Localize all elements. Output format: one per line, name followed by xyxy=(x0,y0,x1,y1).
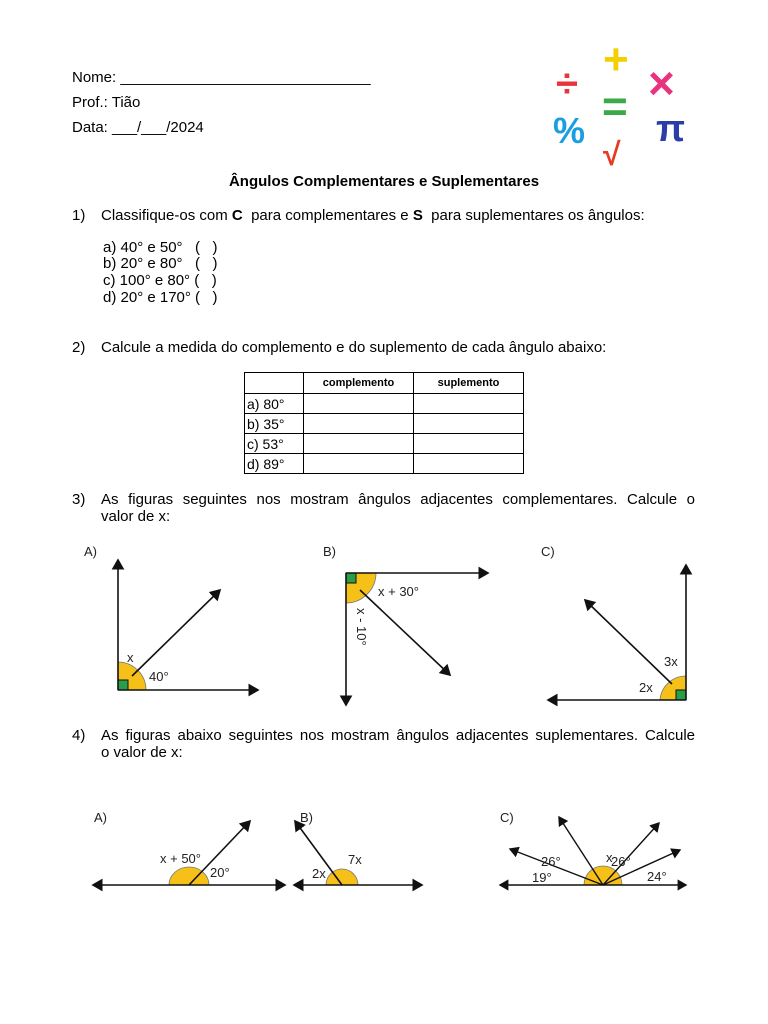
fig-label: B) xyxy=(300,810,313,825)
angle-cell: a) 80° xyxy=(245,394,304,414)
q1-s: S xyxy=(412,207,423,224)
q1-option-b: b) 20° e 80° ( ) xyxy=(103,255,218,272)
fig-label: A) xyxy=(94,810,107,825)
q3-number: 3) xyxy=(72,491,86,508)
angle-cell: c) 53° xyxy=(245,434,304,454)
angle-label: 20° xyxy=(210,865,230,880)
q1-text-c: para suplementares os ângulos: xyxy=(422,207,645,224)
fig-label: B) xyxy=(323,544,336,559)
q1-text-b: para complementares e xyxy=(242,207,413,224)
q2-number: 2) xyxy=(72,339,86,356)
divide-icon: ÷ xyxy=(556,62,578,106)
angle-label: 2x xyxy=(312,866,326,881)
angle-label: 26° xyxy=(611,854,631,869)
q4-text-line1: As figuras abaixo seguintes nos mostram ângulos adjacentes suplementares. Calcule xyxy=(101,727,695,744)
q1-option-a: a) 40° e 50° ( ) xyxy=(103,239,218,256)
angle-cell: b) 35° xyxy=(245,414,304,434)
q3-figure-b xyxy=(323,544,488,705)
angle-label: x + 50° xyxy=(160,851,201,866)
q1-text-a: Classifique-os com xyxy=(101,207,232,224)
q4-figure-a xyxy=(93,810,285,885)
q1-option-d: d) 20° e 170° ( ) xyxy=(103,289,218,306)
q3-text-line1: As figuras seguintes nos mostram ângulos adjacentes complementares. Calcule o xyxy=(101,491,695,508)
q1-c: C xyxy=(231,207,243,224)
q2-text: Calcule a medida do complemento e do suplemento de cada ângulo abaixo: xyxy=(101,339,607,356)
q4-figure-b xyxy=(294,810,422,885)
angle-label: x + 30° xyxy=(378,584,419,599)
times-icon: × xyxy=(648,57,675,109)
page-title: Ângulos Complementares e Suplementares xyxy=(228,173,540,190)
q1-option-c: c) 100° e 80° ( ) xyxy=(103,272,217,289)
q4-figure-c xyxy=(500,810,686,885)
angle-label: x - 10° xyxy=(354,608,369,646)
angle-cell: d) 89° xyxy=(245,454,304,474)
q3-figure-c xyxy=(541,544,686,700)
teacher-label: Prof.: Tião xyxy=(72,94,141,111)
plus-icon: + xyxy=(603,35,629,84)
q4-number: 4) xyxy=(72,727,86,744)
name-field: Nome: ______________________________ xyxy=(72,69,371,86)
angle-label: x xyxy=(127,650,134,665)
fig-label: C) xyxy=(500,810,514,825)
q1-number: 1) xyxy=(72,207,86,224)
angle-label: 3x xyxy=(664,654,678,669)
q3-text-line2: valor de x: xyxy=(101,508,171,525)
angle-label: 40° xyxy=(149,669,169,684)
pi-icon: π xyxy=(656,108,686,150)
q4-text-line2: o valor de x: xyxy=(101,744,183,761)
angle-label: 7x xyxy=(348,852,362,867)
fig-label: A) xyxy=(84,544,97,559)
angle-label: 24° xyxy=(647,869,667,884)
angle-label: 26° xyxy=(541,854,561,869)
angle-label: x xyxy=(606,850,613,865)
equals-icon: = xyxy=(602,82,628,131)
angle-label: 19° xyxy=(532,870,552,885)
percent-icon: % xyxy=(553,110,586,151)
q3-figure-a xyxy=(84,544,258,690)
sqrt-icon: √ xyxy=(603,136,621,172)
angle-label: 2x xyxy=(639,680,653,695)
header-cell: suplemento xyxy=(414,373,524,394)
fig-label: C) xyxy=(541,544,555,559)
date-field: Data: ___/___/2024 xyxy=(72,119,204,136)
header-cell: complemento xyxy=(304,373,414,394)
